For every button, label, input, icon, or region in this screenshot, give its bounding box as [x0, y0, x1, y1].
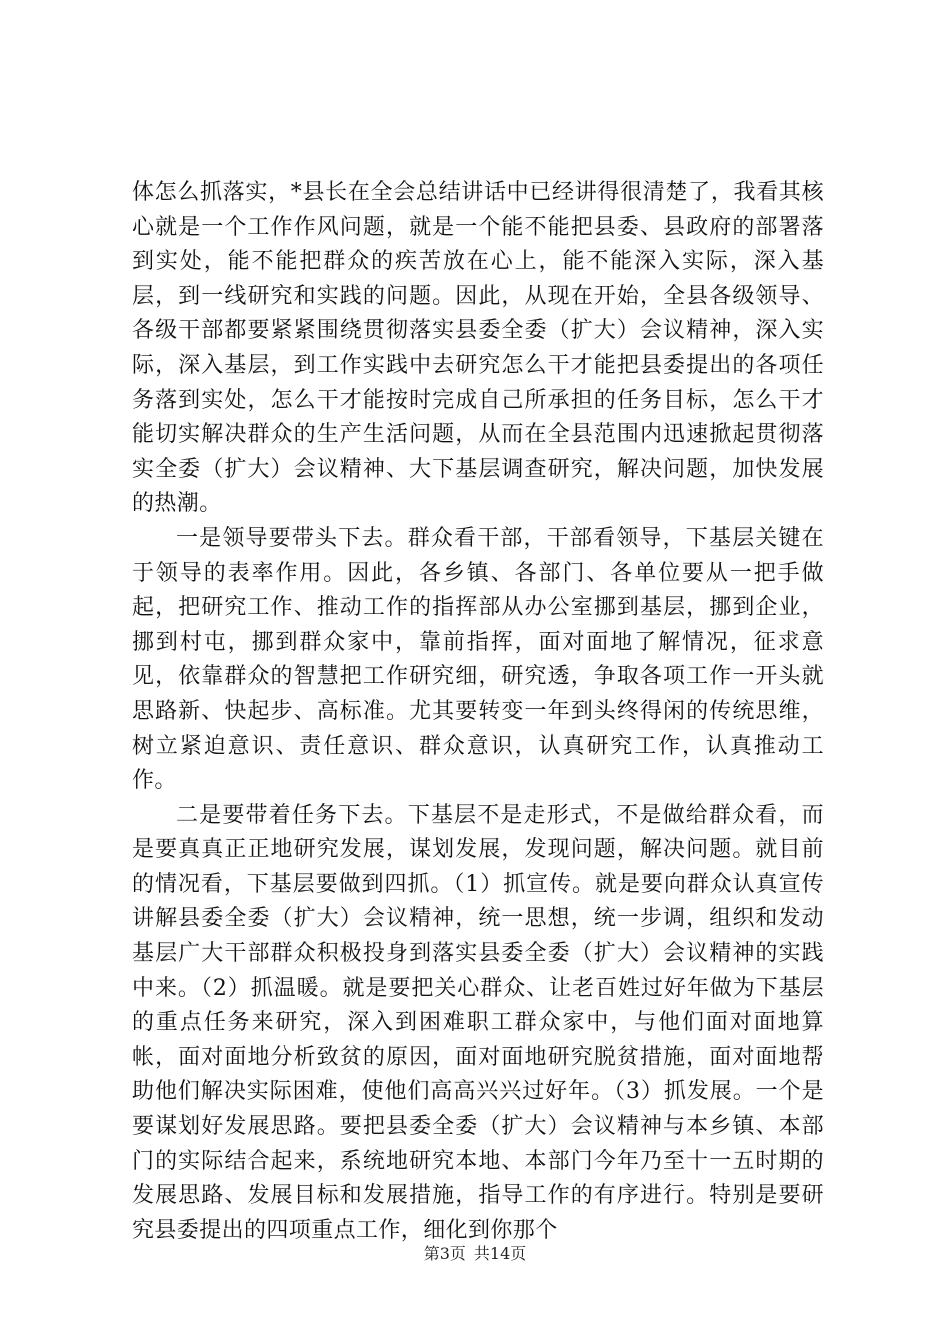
page-footer — [0, 1244, 950, 1264]
paragraph-3: 二是要带着任务下去。下基层不是走形式，不是做给群众看，而是要真真正正地研究发展，谋划发展，发现问题，解决问题。就目前的情况看，下基层要做到四抓。（1）抓宣传。就是要向群众认真宣传讲解县委全委（扩大）会议精神，统一思想，统一步调，组织和发动基层广大干部群众积极投身到落实县委全委（扩大）会议精神的实践中来。（2）抓温暖。就是要把关心群众、让老百姓过好年做为下基层的重点任务来研究，深入到困难职工群众家中，与他们面对面地算帐，面对面地分析致贫的原因，面对面地研究脱贫措施，面对面地帮助他们解决实际困难，使他们高高兴兴过好年。（3）抓发展。一个是要谋划好发展思路。要把县委全委（扩大）会议精神与本乡镇、本部门的实际结合起来，系统地研究本地、本部门今年乃至十一五时期的发展思路、发展目标和发展措施，指导工作的有序进行。特别是要研究县委提出的四项重点工作，细化到你那个 — [132, 802, 824, 1243]
document-body — [132, 176, 824, 1248]
paragraph-1: 体怎么抓落实，*县长在全会总结讲话中已经讲得很清楚了，我看其核心就是一个工作作风问题，就是一个能不能把县委、县政府的部署落到实处，能不能把群众的疾苦放在心上，能不能深入实际，深入基层，到一线研究和实践的问题。因此，从现在开始，全县各级领导、各级干部都要紧紧围绕贯彻落实县委全委（扩大）会议精神，深入实际，深入基层，到工作实践中去研究怎么干才能把县委提出的各项任务落到实处，怎么干才能按时完成自己所承担的任务目标，怎么干才能切实解决群众的生产生活问题，从而在全县范围内迅速掀起贯彻落实全委（扩大）会议精神、大下基层调查研究，解决问题，加快发展的热潮。 — [132, 180, 824, 517]
paragraph-2: 一是领导要带头下去。群众看干部，干部看领导，下基层关键在于领导的表率作用。因此，各乡镇、各部门、各单位要从一把手做起，把研究工作、推动工作的指挥部从办公室挪到基层，挪到企业，挪到村屯，挪到群众家中，靠前指挥，面对面地了解情况，征求意见，依靠群众的智慧把工作研究细，研究透，争取各项工作一开头就思路新、快起步、高标准。尤其要转变一年到头终得闲的传统思维，树立紧迫意识、责任意识、群众意识，认真研究工作，认真推动工作。 — [132, 525, 824, 794]
page-number: 第3页 — [423, 1244, 466, 1263]
page-total: 共14页 — [473, 1244, 527, 1263]
